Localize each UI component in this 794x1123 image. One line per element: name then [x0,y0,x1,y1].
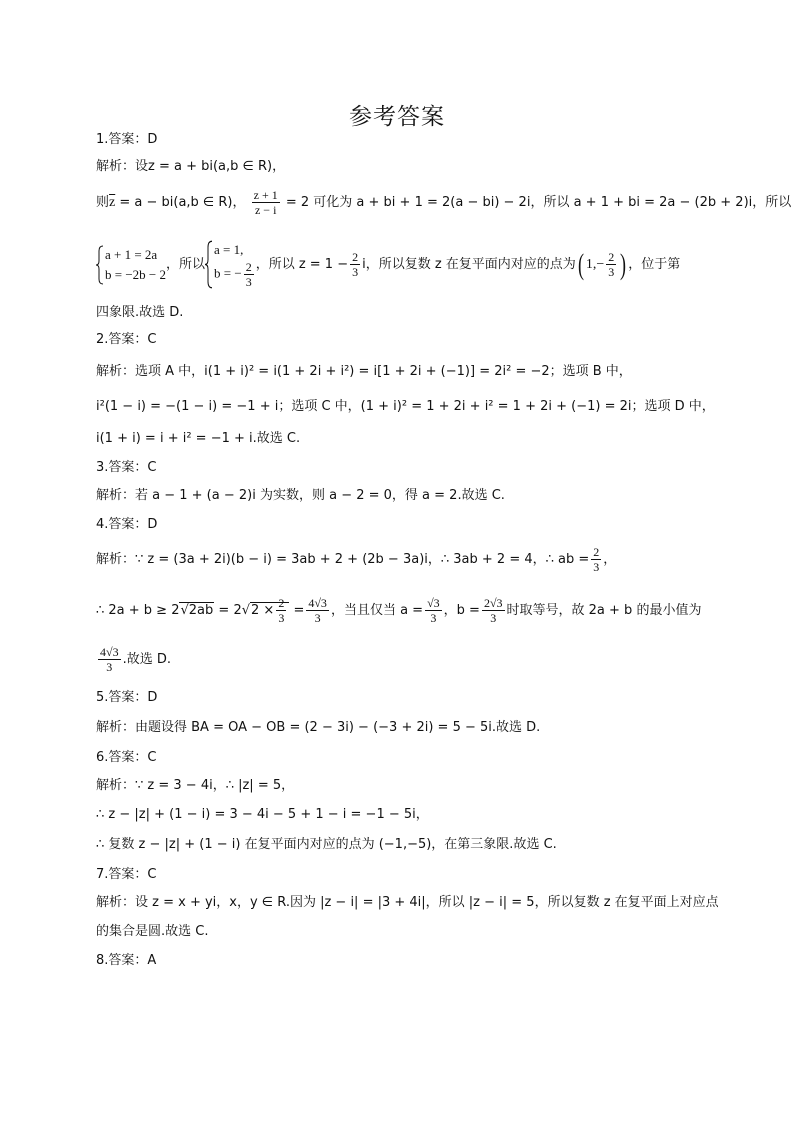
q4-line2: ∴ 2a + b ≥ 2√2ab = 2√2 × $\frac{2}{3}$ = $\frac{4√3}{3}$ ，当且仅当 a = $\frac{√3}{3}$ ，b = $\frac{2√3}{3}$ 时取等号，故 2a + b 的最小值为 [96,596,702,625]
q3-answer: 3.答案：C [96,460,157,475]
q1-system-2: a = 1, b = − $\frac{2}{3}$ [205,240,256,289]
q1-line1: 解析：设z = a + bi(a,b ∈ R)， [96,159,286,174]
q4-answer: 4.答案：D [96,517,158,532]
q1-line4: 四象限.故选 D. [96,305,184,320]
q6-line2: ∴ z − |z| + (1 − i) = 3 − 4i − 5 + 1 − i = −1 − 5i， [96,807,429,822]
q4-line3: $\frac{4√3}{3}$ .故选 D. [100,645,172,674]
q2-line2: i²(1 − i) = −(1 − i) = −1 + i；选项 C 中，(1 + i)² = 1 + 2i + i² = 1 + 2i + (−1) = 2i；选项 D 中， [96,399,715,414]
q6-line1: 解析：∵ z = 3 − 4i，∴ |z| = 5， [96,778,295,793]
q2-line3: i(1 + i) = i + i² = −1 + i.故选 C. [96,431,301,446]
q2-line1: 解析：选项 A 中，i(1 + i)² = i(1 + 2i + i²) = i[1 + 2i + (−1)] = 2i² = −2；选项 B 中， [96,364,632,379]
q3-line1: 解析：若 a − 1 + (a − 2)i 为实数，则 a − 2 = 0，得 a = 2.故选 C. [96,488,505,503]
q7-line1: 解析：设 z = x + yi，x，y ∈ R.因为 |z − i| = |3 + 4i|，所以 |z − i| = 5，所以复数 z 在复平面上对应点 [96,895,719,910]
page-title: 参考答案 [349,104,445,130]
q4-line1: 解析：∵ z = (3a + 2i)(b − i) = 3ab + 2 + (2b − 3a)i，∴ 3ab + 2 = 4，∴ ab = $\frac{2}{3}$ ， [96,545,617,574]
q6-line3: ∴ 复数 z − |z| + (1 − i) 在复平面内对应的点为 (−1,−5)，在第三象限.故选 C. [96,837,557,852]
q2-answer: 2.答案：C [96,332,157,347]
q6-answer: 6.答案：C [96,750,157,765]
q1-answer: 1.答案：D [96,132,158,147]
q8-answer: 8.答案：A [96,953,157,968]
q1-system-1: a + 1 = 2a b = −2b − 2 [96,245,166,285]
q7-line2: 的集合是圆.故选 C. [96,924,209,939]
q4-sqrt-2: 2 × $\frac{2}{3}$ [250,602,289,618]
q1-line3: a + 1 = 2a b = −2b − 2 ，所以 a = 1, b = − $\frac{2}{3}$ ，所以 z = 1 − $\frac{2}{3}$ i，所以复数 z 在复平面内对应的点为( 1,− $\frac{2}{3}$ ) ，位于第 [96,240,680,289]
q4-sqrt-1: √2ab [180,603,214,618]
q1-fraction: $\frac{z + 1}{z - i}$ [253,188,278,217]
q7-answer: 7.答案：C [96,867,157,882]
q1-line2: 则$\overline{z} = a - bi(a,b$ ∈ R)， $\frac{z + 1}{z - i}$ = 2 可化为 a + bi + 1 = 2(a − bi) − 2i，所以 a + 1 + bi = 2a − (2b + 2)i，所以 [96,188,792,217]
q5-answer: 5.答案：D [96,690,158,705]
q5-line1: 解析：由题设得 BA = OA − OB = (2 − 3i) − (−3 + 2i) = 5 − 5i.故选 D. [96,720,541,735]
